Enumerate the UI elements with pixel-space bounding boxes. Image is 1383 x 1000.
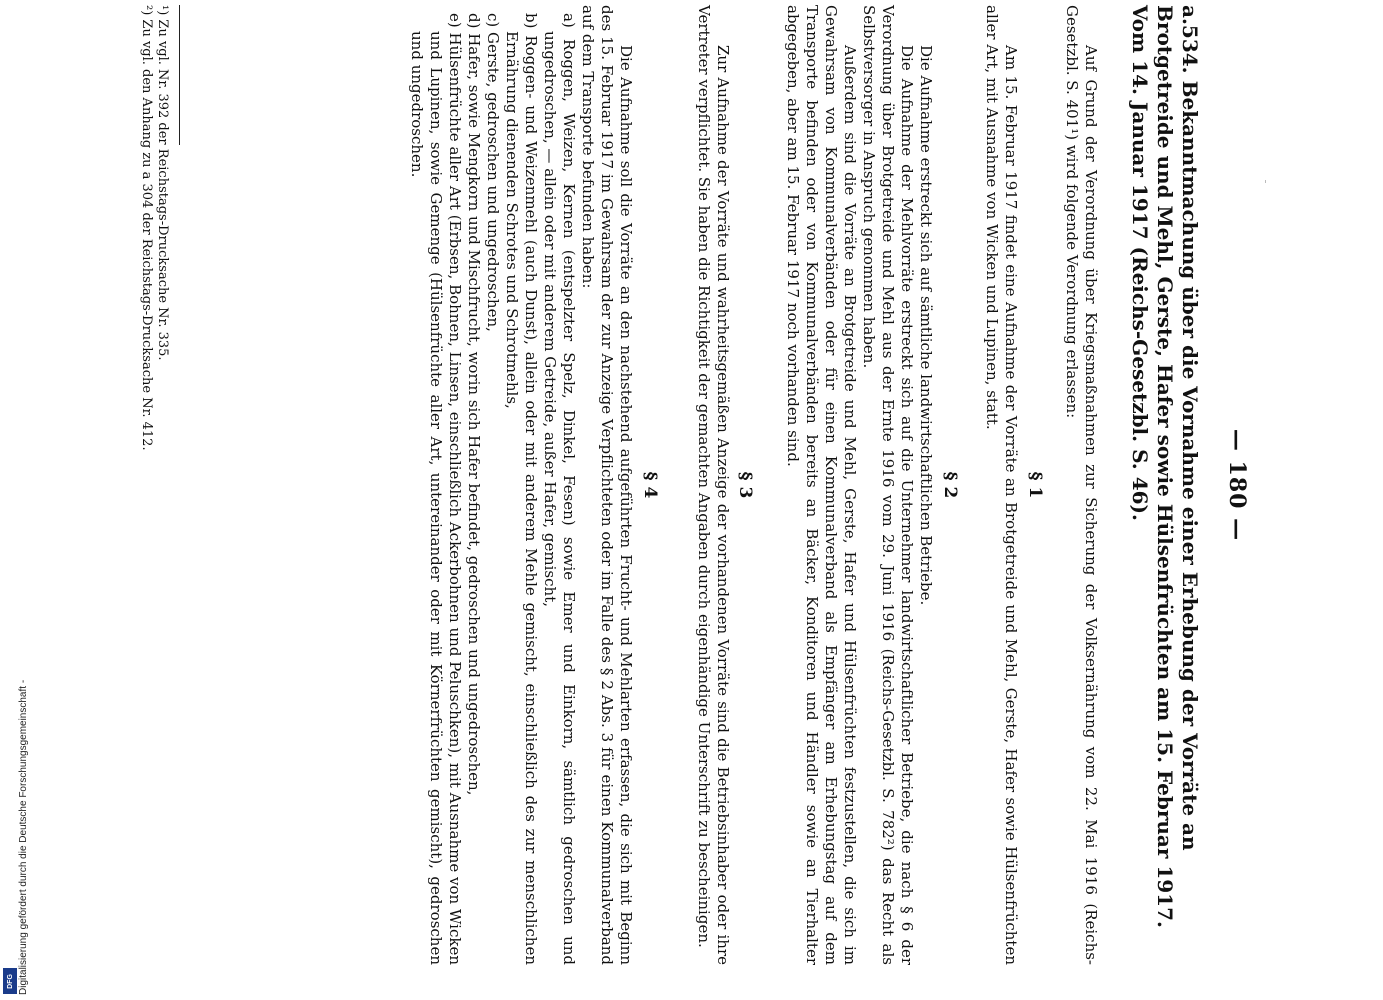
footnote-2: ²) Zu vgl. den Anhang zu a 304 der Reichstags-Drucksache Nr. 412. bbox=[139, 5, 154, 451]
list-item-d: d) Hafer, sowie Mengkorn und Mischfrucht, worin sich Hafer befindet, gedroschen und ungedroschen, bbox=[465, 13, 483, 796]
section-2-paragraph-2: Die Aufnahme der Mehlvorräte erstreckt sich auf die Unternehmer landwirtschaftlicher Betriebe, die nach § 6 der Verordnung über Brotgetreide und Mehl aus der Ernte 1916 vom 29. Juni 1916 (Reichs-Gesetzbl. S. 782²) das Recht als Selbstversorger in Anspruch genommen haben. bbox=[860, 5, 916, 965]
list-item-c: c) Gerste, gedroschen und ungedroschen, bbox=[484, 13, 502, 332]
section-2-paragraph-3: Außerdem sind die Vorräte an Brotgetreide und Mehl, Gerste, Hafer und Hülsenfrüchten festzustellen, die sich im Gewahrsam von Kommunalverbänden oder für einen Kommunalverband als Empfänger am Erhebungstag auf dem Transporte befinden oder von Kommunalverbänden bereits an Bäcker, Konditoren und Händler sowie an Tierhalter abgegeben, aber am 15. Februar 1917 noch vorhanden sind. bbox=[784, 5, 859, 965]
footnotes bbox=[138, 5, 170, 965]
section-1-heading: § 1 bbox=[1025, 471, 1045, 499]
document-body bbox=[70, 5, 1250, 965]
title-text: Bekanntmachung über die Vornahme einer Erhebung der Vorräte an Brotgetreide und Mehl, Gerste, Hafer sowie Hülsenfrüchten am 15. Februar 1917. Vom 14. Januar 1917 (Reichs-Gesetzbl. S. 46). bbox=[1128, 5, 1202, 928]
section-4-intro: Die Aufnahme soll die Vorräte an den nachstehend aufgeführten Frucht- und Mehlarten erfassen, die sich mit Beginn des 15. Februar 1917 im Gewahrsam der zur Anzeige Verpflichteten oder im Falle des § 2 Abs. 3 für einen Kommunalverband auf dem Transporte befunden haben: bbox=[579, 5, 635, 965]
preamble: Auf Grund der Verordnung über Kriegsmaßnahmen zur Sicherung der Volksernährung vom 22. Mai 1916 (Reichs-Gesetzbl. S. 401¹) wird folgende Verordnung erlassen: bbox=[1063, 5, 1100, 965]
section-2-body bbox=[783, 5, 935, 965]
list-item-b: b) Roggen- und Weizenmehl (auch Dunst), allein oder mit anderem Mehle gemischt, einschließlich des zur menschlichen Ernährung dienenden Schrotes und Schrotmehls, bbox=[503, 13, 540, 965]
dfg-logo-icon bbox=[3, 968, 17, 994]
section-1-text: Am 15. Februar 1917 findet eine Aufnahme der Vorräte an Brotgetreide und Mehl, Gerste, Hafer sowie Hülsenfrüchten aller Art, mit Ausnahme von Wicken und Lupinen, statt. bbox=[983, 5, 1020, 965]
list-item-a: a) Roggen, Weizen, Kernen (entspelzter Spelz, Dinkel, Fesen) sowie Emer und Einkorn, sämtlich gedroschen und ungedroschen, — allein oder mit anderem Getreide, außer Hafer, gemischt, bbox=[541, 13, 578, 965]
page-number: — 180 — bbox=[1224, 428, 1250, 542]
section-3-heading: § 3 bbox=[735, 471, 755, 499]
section-4-heading: § 4 bbox=[640, 471, 660, 499]
document-number: a.534. bbox=[1178, 5, 1202, 74]
section-4-body bbox=[407, 5, 635, 965]
section-3-text: Zur Aufnahme der Vorräte und wahrheitsgemäßen Anzeige der vorhandenen Vorräte sind die Betriebsinhaber oder ihre Vertreter verpflichtet. Sie haben die Richtigkeit der gemachten Angaben durch eigenhändige Unterschrift zu bescheinigen. bbox=[695, 5, 732, 965]
dfg-logo-text: DFG bbox=[6, 973, 14, 989]
footnote-divider bbox=[179, 5, 180, 145]
scan-mark bbox=[1265, 180, 1266, 183]
document-title bbox=[1127, 5, 1202, 965]
list-item-e: e) Hülsenfrüchte aller Art (Erbsen, Bohnen, Linsen, einschließlich Ackerbohnen und Peluschken), mit Ausnahme von Wicken und Lupinen, sowie Gemenge (Hülsenfrüchte aller Art, untereinander oder mit Körnerfrüchten gemischt), gedroschen und ungedroschen. bbox=[408, 13, 464, 965]
section-2-paragraph-1: Die Aufnahme erstreckt sich auf sämtliche landwirtschaftlichen Betriebe. bbox=[917, 45, 935, 606]
section-2-heading: § 2 bbox=[940, 471, 960, 499]
footnote-1: ¹) Zu vgl. Nr. 392 der Reichstags-Drucksache Nr. 335. bbox=[155, 5, 170, 361]
digitization-credit: Digitalisierung gefördert durch die Deutsche Forschungsgemeinschaft - bbox=[18, 679, 29, 995]
